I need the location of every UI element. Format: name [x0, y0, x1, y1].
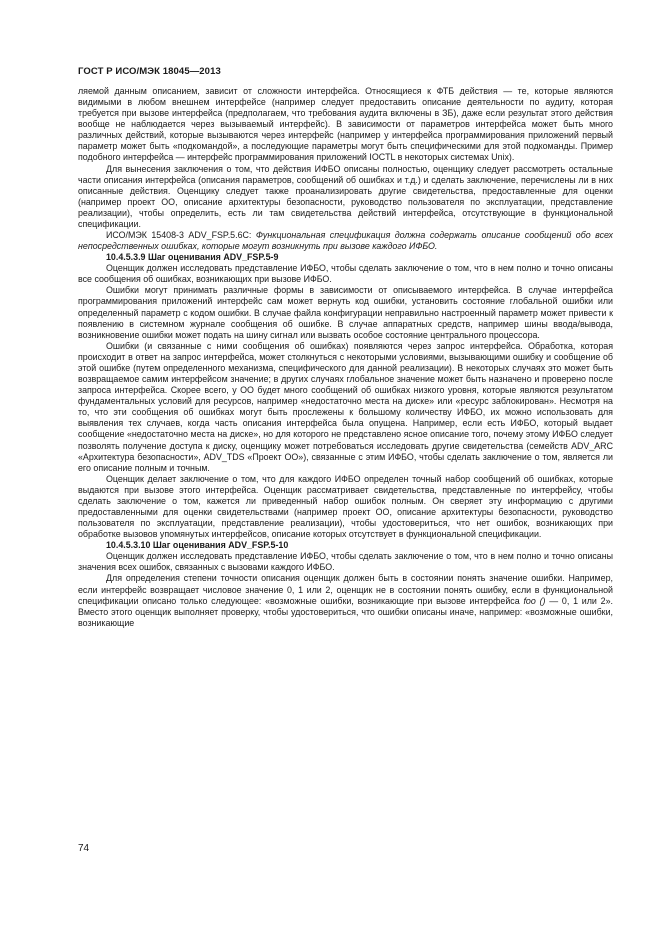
- paragraph: Ошибки (и связанные с ними сообщения об ошибках) появляются через запрос интерфейса. Обработка, которая происходит в ответ на запрос интерфейса, может столкнуться с некоторыми условиями, вызывающими ошибку и сообщение об этой ошибке (путем определенного механизма, специфического для данной реализации). В некоторых случаях это может быть возвращаемое самим интерфейсом значение; в других случаях глобальное значение может быть назначено и проверено после запроса интерфейса. Скорее всего, у ОО будет много сообщений об ошибках низкого уровня, которые являются результатом фундаментальных условий для ресурсов, например «недостаточно места на диске» или «ресурс заблокирован». Несмотря на то, что эти сообщения об ошибках могут быть прослежены к большому количеству ИФБО, их можно использовать для выявления тех случаев, когда часть описания интерфейса была опущена. Например, если есть ИФБО, который выдает сообщение «недостаточно места на диске», но для которого не представлено ясное описание того, почему этому ИФБО следует позволять получение доступа к диску, оценщику может потребоваться исследовать другие свидетельства (семейств ADV_ARC «Архитектура безопасности», ADV_TDS «Проект ОО»), связанные с этим ИФБО, чтобы сделать заключение о том, является ли его описание полным и точным.: [78, 340, 613, 473]
- requirement-paragraph: [78, 230, 613, 252]
- paragraph: ляемой данным описанием, зависит от сложности интерфейса. Относящиеся к ФТБ действия — те, которые являются видимыми в любом внешнем интерфейсе (например следует предоставить описание деятельности по аудиту, которая требуется при вызове интерфейса (предполагаем, что требования аудита включены в ЗБ), даже если результат этого действия вообще не наблюдается через вызываемый интерфейс). В зависимости от параметров интерфейса может быть много различных действий, которые вызываются через интерфейс (например у интерфейса программирования приложений первый параметр может быть «подкомандой», а последующие параметры могут быть специфическими для этой подкоманды. Пример подобного интерфейса — интерфейс программирования приложений IOCTL в некоторых системах Unix).: [78, 86, 613, 163]
- requirement-reference: ИСО/МЭК 15408-3 ADV_FSP.5.6C:: [106, 230, 252, 241]
- page-number: 74: [78, 843, 90, 854]
- paragraph: Ошибки могут принимать различные формы в зависимости от описываемого интерфейса. В случае интерфейса программирования приложений интерфейс сам может вернуть код ошибки, установить состояние глобальной ошибки или определенный параметр с кодом ошибки. В случае файла конфигурации неправильно настроенный параметр может привести к появлению в системном журнале сообщения об ошибке. В случае аппаратных средств, например шины ввода/вывода, возникновение ошибки может подать на шину сигнал или вызвать особое состояние центрального процессора.: [78, 285, 613, 340]
- page-header-title: ГОСТ Р ИСО/МЭК 18045—2013: [78, 66, 221, 77]
- paragraph: Для вынесения заключения о том, что действия ИФБО описаны полностью, оценщику следует рассмотреть остальные части описания интерфейса (описания параметров, сообщений об ошибках и т.д.) и сделать заключение, перечислены ли в них описанные действия. Оценщику следует также проанализировать другие свидетельства, предоставленные для оценки (например проект ОО, описание архитектуры безопасности, руководство пользователя по эксплуатации, представление реализации), чтобы определить, есть ли там свидетельства действий интерфейса, отсутствующие в функциональной спецификации.: [78, 163, 613, 229]
- document-body: [78, 86, 613, 629]
- paragraph-text: Для определения степени точности описания оценщик должен быть в состоянии понять значение ошибки. Например, если интерфейс возвращает числовое значение 0, 1 или 2, оценщик не в состоянии понять ошибку, если в функциональной спецификации описано только следующее: «возможные ошибки, возникающие при вызове интерфейса: [78, 573, 613, 606]
- paragraph-text: — 0, 1 или 2». Вместо этого оценщик выполняет проверку, чтобы удостовериться, что ошибки описаны иначе, например: «возможные ошибки, возникающие: [78, 595, 614, 628]
- paragraph: Оценщик делает заключение о том, что для каждого ИФБО определен точный набор сообщений об ошибках, которые выдаются при вызове этого интерфейса. Оценщик рассматривает свидетельства, представленные по интерфейсу, чтобы сделать заключение о том, кажется ли приведенный набор ошибок полным. Он сверяет эту информацию с другими предоставленными для оценки свидетельствами (например проект ОО, описание архитектуры безопасности, руководство пользователя по эксплуатации, представление реализации), чтобы удостовериться, что нет ошибок, возникающих при обработке вызовов упомянутых интерфейсов, описание которых отсутствует в функциональной спецификации.: [78, 473, 613, 540]
- paragraph: Оценщик должен исследовать представление ИФБО, чтобы сделать заключение о том, что в нем полно и точно описаны значения всех ошибок, связанных с вызовами каждого ИФБО.: [78, 551, 613, 573]
- section-heading: 10.4.5.3.9 Шаг оценивания ADV_FSP.5-9: [106, 252, 279, 263]
- paragraph: [78, 573, 613, 628]
- function-name: foo (): [523, 595, 546, 606]
- requirement-text: Функциональная спецификация должна содержать описание сообщений обо всех непосредственных ошибках, которые могут возникнуть при вызове каждого ИФБО.: [78, 230, 613, 252]
- paragraph: Оценщик должен исследовать представление ИФБО, чтобы сделать заключение о том, что в нем полно и точно описаны все сообщения об ошибках, возникающих при вызове ИФБО.: [78, 263, 613, 285]
- section-heading: 10.4.5.3.10 Шаг оценивания ADV_FSP.5-10: [106, 540, 289, 551]
